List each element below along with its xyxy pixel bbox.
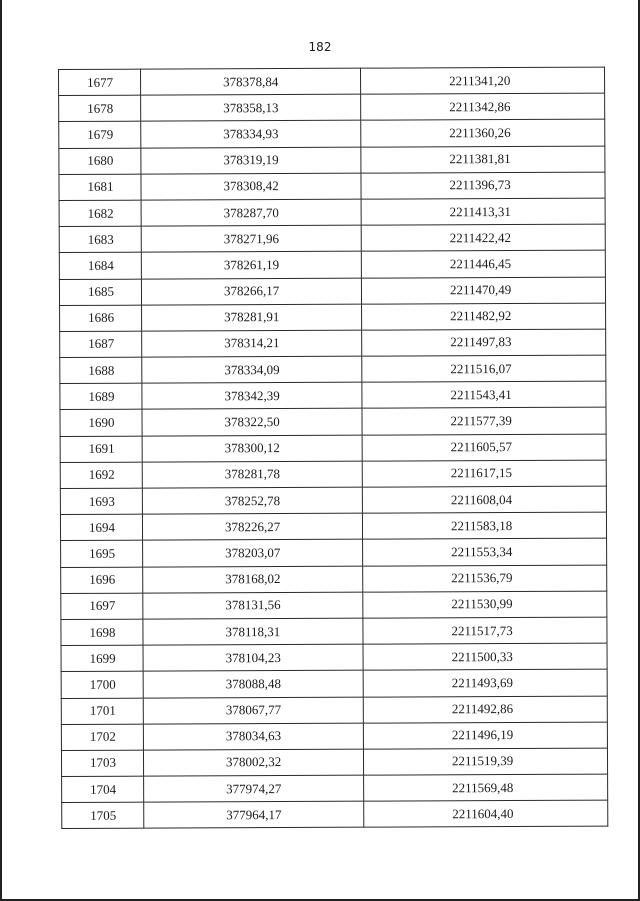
x-coordinate-cell: 378281,91 [142, 304, 362, 331]
y-coordinate-cell: 2211341,20 [360, 67, 604, 94]
y-coordinate-cell: 2211516,07 [362, 355, 606, 382]
point-number-cell: 1685 [59, 279, 141, 306]
x-coordinate-cell: 377964,17 [144, 801, 364, 828]
y-coordinate-cell: 2211360,26 [361, 119, 605, 146]
x-coordinate-cell: 378104,23 [143, 644, 363, 671]
y-coordinate-cell: 2211470,49 [361, 277, 605, 304]
table-row [59, 172, 605, 201]
y-coordinate-cell: 2211517,73 [363, 617, 607, 644]
y-coordinate-cell: 2211496,19 [363, 722, 607, 749]
y-coordinate-cell: 2211493,69 [363, 669, 607, 696]
x-coordinate-cell: 378287,70 [141, 199, 361, 226]
table-row [61, 565, 607, 594]
y-coordinate-cell: 2211536,79 [363, 565, 607, 592]
table-row [60, 434, 606, 463]
point-number-cell: 1687 [60, 331, 142, 358]
x-coordinate-cell: 378342,39 [142, 382, 362, 409]
table-row [59, 198, 605, 227]
x-coordinate-cell: 378319,19 [141, 147, 361, 174]
point-number-cell: 1677 [59, 69, 141, 96]
table-row [61, 617, 607, 646]
y-coordinate-cell: 2211583,18 [362, 512, 606, 539]
point-number-cell: 1690 [60, 410, 142, 437]
x-coordinate-cell: 378266,17 [141, 278, 361, 305]
y-coordinate-cell: 2211381,81 [361, 146, 605, 173]
table-row [60, 512, 606, 541]
y-coordinate-cell: 2211569,48 [364, 774, 608, 801]
x-coordinate-cell: 378226,27 [142, 513, 362, 540]
x-coordinate-cell: 378131,56 [143, 592, 363, 619]
point-number-cell: 1696 [61, 567, 143, 594]
table-row [60, 486, 606, 515]
point-number-cell: 1691 [60, 436, 142, 463]
y-coordinate-cell: 2211342,86 [361, 93, 605, 120]
point-number-cell: 1692 [60, 462, 142, 489]
y-coordinate-cell: 2211396,73 [361, 172, 605, 199]
point-number-cell: 1688 [60, 357, 142, 384]
table-row [59, 93, 605, 122]
point-number-cell: 1702 [61, 724, 143, 751]
y-coordinate-cell: 2211617,15 [362, 460, 606, 487]
point-number-cell: 1683 [59, 226, 141, 253]
point-number-cell: 1699 [61, 645, 143, 672]
point-number-cell: 1703 [61, 750, 143, 777]
scan-border-left [0, 0, 2, 901]
x-coordinate-cell: 378358,13 [141, 94, 361, 121]
x-coordinate-cell: 378322,50 [142, 409, 362, 436]
table-row [61, 722, 607, 751]
table-row [59, 67, 605, 96]
y-coordinate-cell: 2211413,31 [361, 198, 605, 225]
table-row [62, 774, 608, 803]
table-row [59, 277, 605, 306]
point-number-cell: 1705 [62, 802, 144, 829]
table-row [61, 748, 607, 777]
x-coordinate-cell: 378168,02 [143, 566, 363, 593]
y-coordinate-cell: 2211577,39 [362, 408, 606, 435]
x-coordinate-cell: 378281,78 [142, 461, 362, 488]
table-row [60, 329, 606, 358]
x-coordinate-cell: 378034,63 [143, 723, 363, 750]
y-coordinate-cell: 2211553,34 [363, 538, 607, 565]
table-row [61, 538, 607, 567]
table-row [60, 381, 606, 410]
table-row [59, 250, 605, 279]
point-number-cell: 1694 [60, 514, 142, 541]
x-coordinate-cell: 378002,32 [143, 749, 363, 776]
table-row [62, 800, 608, 829]
page-number: 182 [308, 40, 332, 54]
point-number-cell: 1698 [61, 619, 143, 646]
y-coordinate-cell: 2211608,04 [362, 486, 606, 513]
point-number-cell: 1701 [61, 698, 143, 725]
point-number-cell: 1681 [59, 174, 141, 201]
table-row [59, 146, 605, 175]
table-row [60, 408, 606, 437]
y-coordinate-cell: 2211492,86 [363, 696, 607, 723]
point-number-cell: 1693 [60, 488, 142, 515]
coordinates-table-body [59, 67, 608, 829]
table-row [61, 643, 607, 672]
table-row [60, 303, 606, 332]
x-coordinate-cell: 378088,48 [143, 670, 363, 697]
y-coordinate-cell: 2211605,57 [362, 434, 606, 461]
table-row [60, 460, 606, 489]
coordinates-table [58, 67, 608, 830]
point-number-cell: 1678 [59, 95, 141, 122]
point-number-cell: 1704 [62, 776, 144, 803]
point-number-cell: 1682 [59, 200, 141, 227]
x-coordinate-cell: 377974,27 [144, 775, 364, 802]
x-coordinate-cell: 378334,09 [142, 356, 362, 383]
y-coordinate-cell: 2211543,41 [362, 381, 606, 408]
point-number-cell: 1679 [59, 122, 141, 149]
x-coordinate-cell: 378271,96 [141, 225, 361, 252]
point-number-cell: 1680 [59, 148, 141, 175]
x-coordinate-cell: 378261,19 [141, 251, 361, 278]
table-row [61, 591, 607, 620]
x-coordinate-cell: 378314,21 [142, 330, 362, 357]
point-number-cell: 1689 [60, 383, 142, 410]
point-number-cell: 1697 [61, 593, 143, 620]
x-coordinate-cell: 378334,93 [141, 121, 361, 148]
x-coordinate-cell: 378067,77 [143, 697, 363, 724]
x-coordinate-cell: 378300,12 [142, 435, 362, 462]
y-coordinate-cell: 2211500,33 [363, 643, 607, 670]
y-coordinate-cell: 2211519,39 [363, 748, 607, 775]
y-coordinate-cell: 2211482,92 [362, 303, 606, 330]
table-row [60, 355, 606, 384]
x-coordinate-cell: 378308,42 [141, 173, 361, 200]
point-number-cell: 1695 [61, 541, 143, 568]
y-coordinate-cell: 2211604,40 [364, 800, 608, 827]
point-number-cell: 1684 [59, 252, 141, 279]
point-number-cell: 1686 [60, 305, 142, 332]
table-row [61, 669, 607, 698]
table-row [61, 696, 607, 725]
y-coordinate-cell: 2211530,99 [363, 591, 607, 618]
x-coordinate-cell: 378118,31 [143, 618, 363, 645]
x-coordinate-cell: 378203,07 [143, 540, 363, 567]
y-coordinate-cell: 2211422,42 [361, 224, 605, 251]
x-coordinate-cell: 378378,84 [141, 68, 361, 95]
table-row [59, 224, 605, 253]
table-row [59, 119, 605, 148]
point-number-cell: 1700 [61, 671, 143, 698]
y-coordinate-cell: 2211497,83 [362, 329, 606, 356]
x-coordinate-cell: 378252,78 [142, 487, 362, 514]
y-coordinate-cell: 2211446,45 [361, 250, 605, 277]
